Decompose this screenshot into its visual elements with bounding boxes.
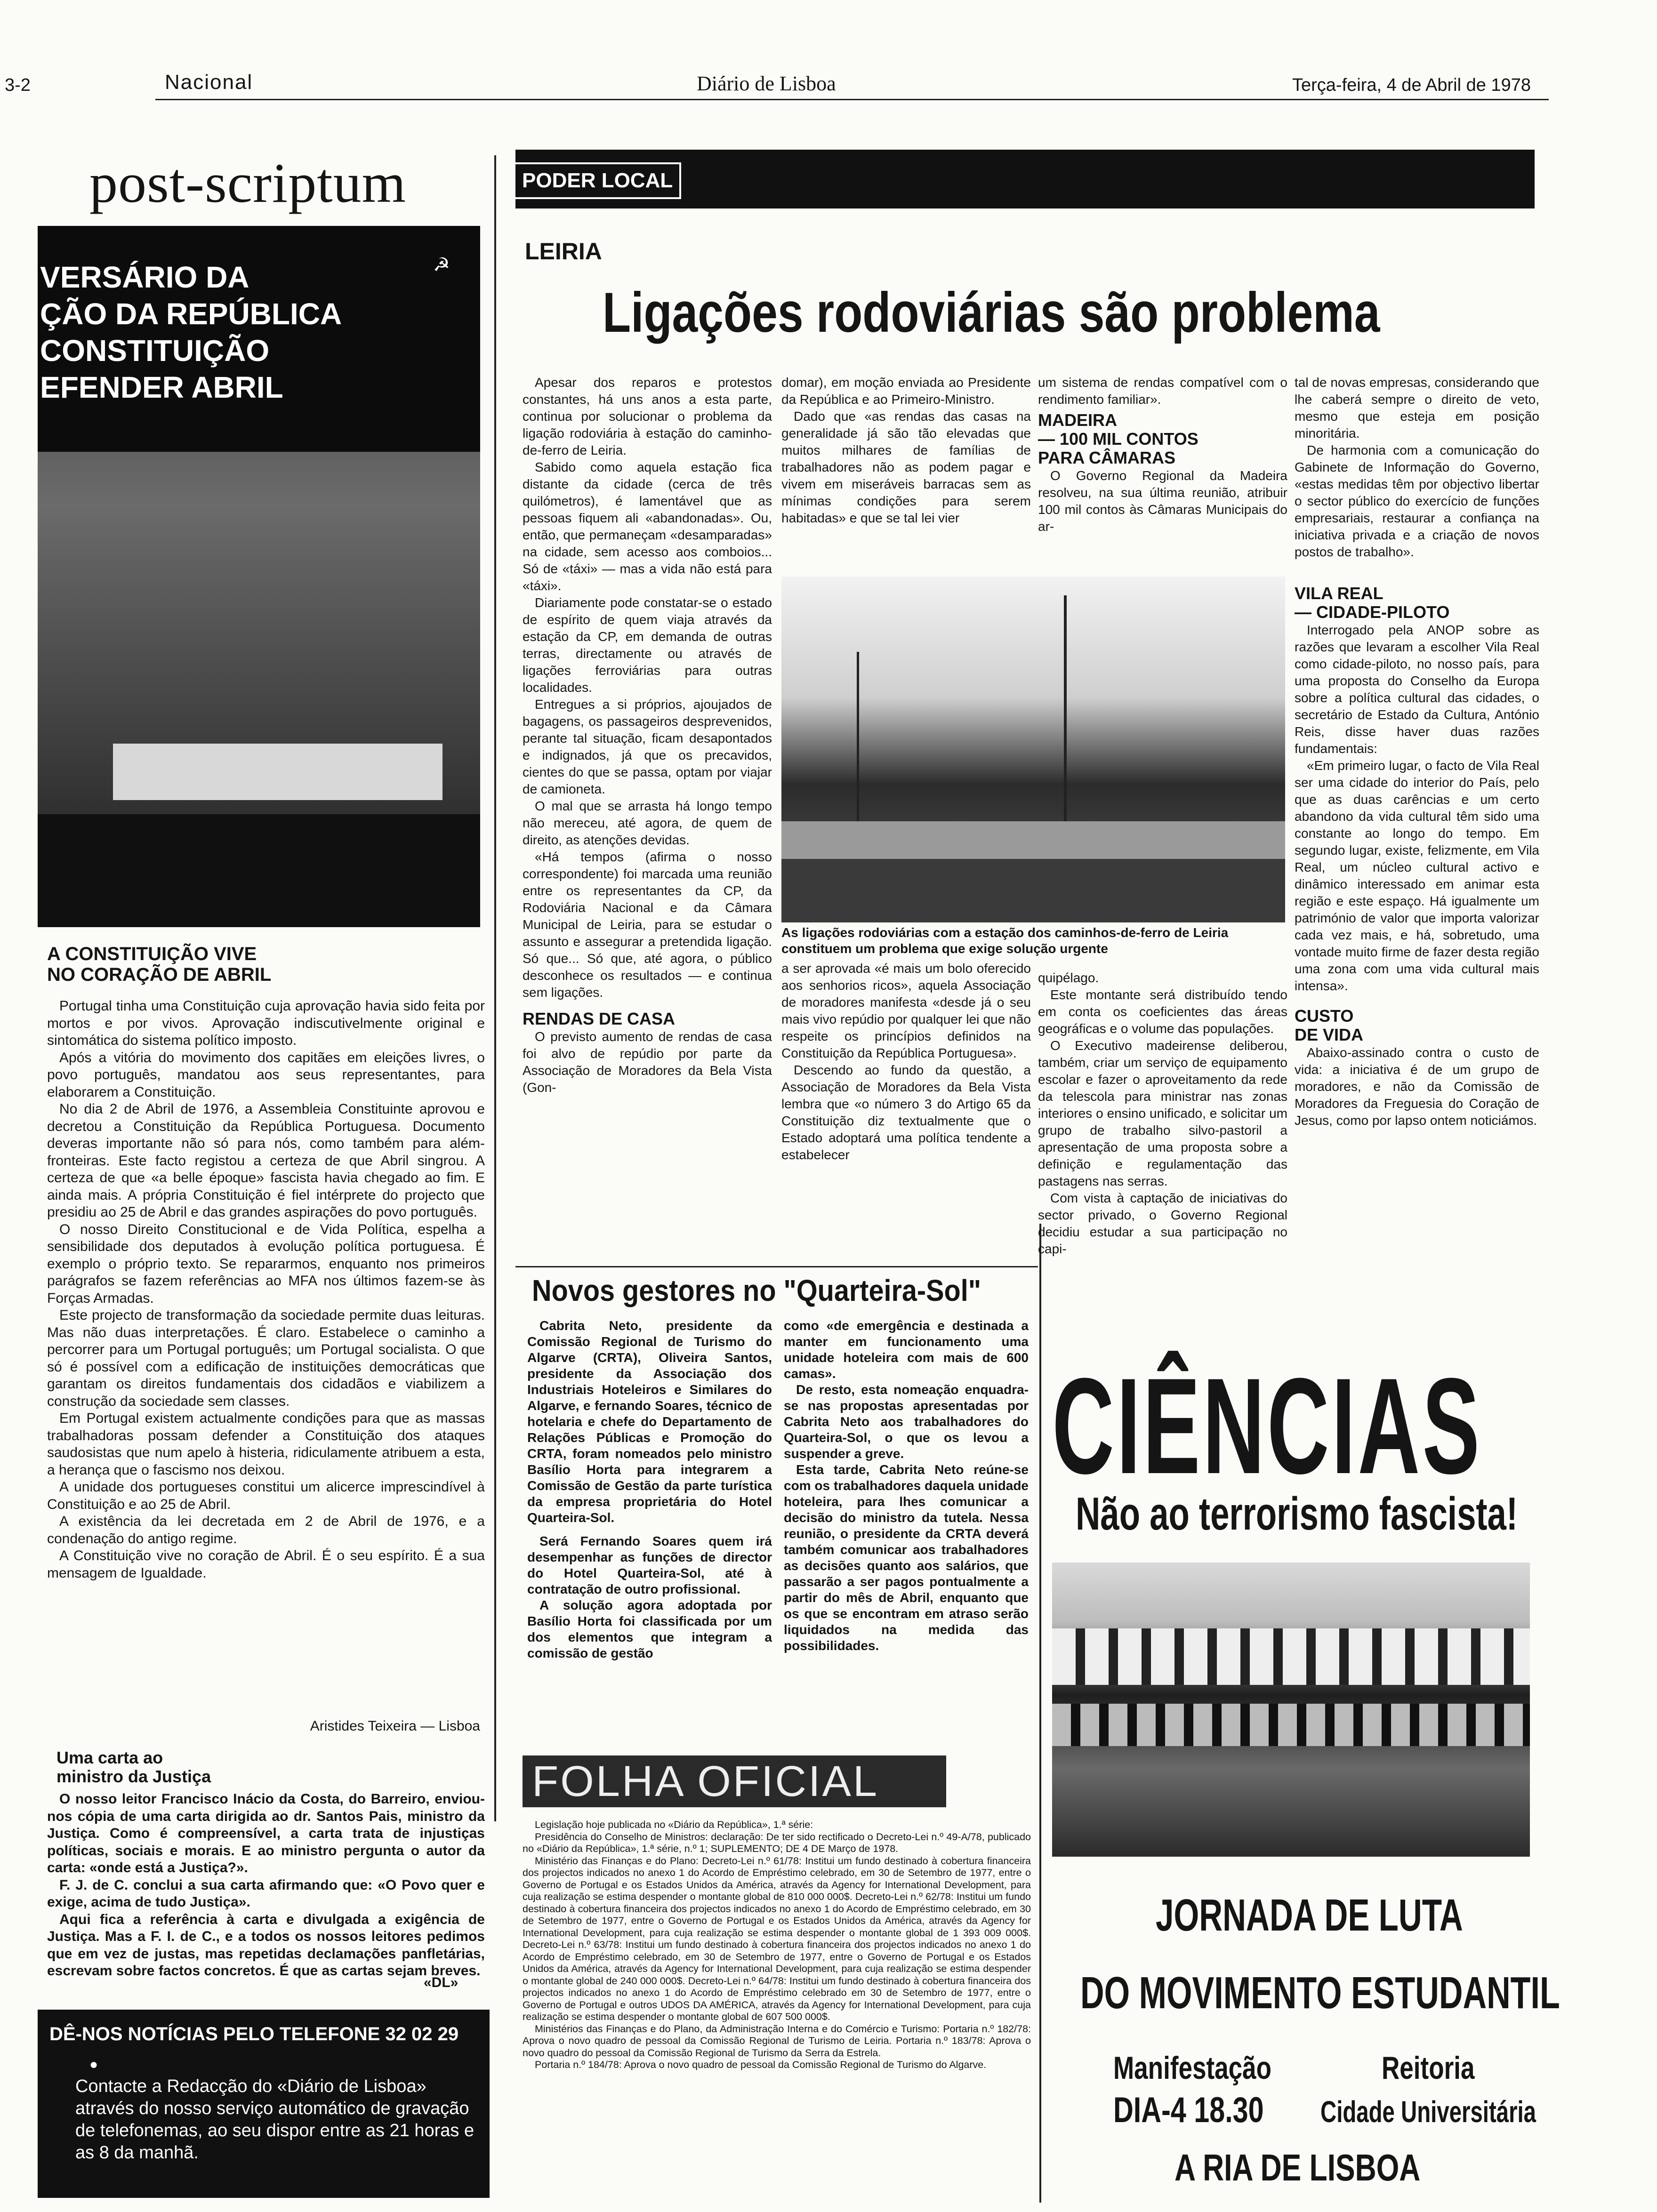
phone-box-heading: DÊ-NOS NOTÍCIAS PELO TELEFONE 32 02 29 [49,2024,459,2044]
issue-date: Terça-feira, 4 de Abril de 1978 [1292,75,1531,95]
vila-real-heading: VILA REAL — CIDADE-PILOTO [1295,584,1450,622]
banner-line: VERSÁRIO DA [40,260,249,294]
ad-reitoria: Reitoria [1382,2050,1475,2086]
photo-caption: As ligações rodoviárias com a estação dos caminhos-de-ferro de Leiria constituem um problema que exige solução urgente [781,925,1229,956]
bullet-icon: ● [89,2057,98,2072]
section-label: Nacional [165,71,253,94]
ad-line-1: JORNADA DE LUTA [1156,1890,1463,1940]
folha-oficial-banner [523,1755,946,1807]
banner-line: EFENDER ABRIL [40,370,283,404]
post-scriptum-title: post-scriptum [89,152,406,214]
folha-oficial-text: Legislação hoje publicada no «Diário da República», 1.ª série: Presidência do Conselho de Ministros: declaração: De ter sido rectificado o Decreto-Lei n.º 49-A/78, publicado no «Diário da República», 1.ª série, n.º 1; SUPLEMENTO; DE 4 DE Março de 1978. Ministério das Finanças e do Plano: Decreto-Lei n.º 61/78: Institui um fundo destinado à cobertura financeira dos projectos indicados no anexo 1 do Acordo de Empréstimo celebrado, em 30 de Setembro de 1977, entre o Governo de Portugal e os Estados Unidos da América, através da Agency for International Development, para cuja realização se estima despender o montante global de 810 000 000$. Decreto-Lei n.º 62/78: Institui um fundo destinado à cobertura financeira dos projectos indicados no anexo 1 do Acordo de Empréstimo celebrado, em 30 de Setembro de 1977, entre o Governo de Portugal e os Estados Unidos da América, através da Agency for International Development, para cuja realização se estima despender o montante global de 1 393 009 000$. Decreto-Lei n.º 63/78: Institui um fundo destinado à cobertura financeira dos projectos indicados no anexo 1 do Acordo de Empréstimo celebrado, em 30 de Setembro de 1977, entre o Governo de Portugal e os Estados Unidos da América, através da Agency for International Development, para cuja realização se estima despender o montante global de 240 000 000$. Decreto-Lei n.º 64/78: Institui um fundo destinado à cobertura financeira dos projectos indicados no anexo 1 do Acordo de Empréstimo celebrado em 30 de Setembro de 1977, entre o Governo de Portugal e outros UDOS DA AMÉRICA, através da Agency for International Development, para cuja realização se estima despender o montante global de 607 500 000$. Ministérios das Finanças e do Plano, da Administração Interna e do Comércio e Turismo: Portaria n.º 182/78: Aprova o novo quadro de pessoal da Comissão Regional de Turismo de Leiria. Portaria n.º 183/78: Aprova o novo quadro do pessoal da Comissão Regional de Turismo da Serra da Estrela. Portaria n.º 184/78: Aprova o novo quadro de pessoal da Comissão Regional de Turismo do Algarve. [523,1819,1031,2070]
ciencias-subtitle: Não ao terrorismo fascista! [1076,1488,1518,1539]
column-divider [494,155,496,1821]
ad-footer: A RIA DE LISBOA [1174,2147,1421,2188]
gestores-rule [515,1266,1038,1267]
column-divider [1039,1224,1041,2203]
road-photo [781,577,1285,922]
header-rule [155,99,1549,100]
dl-signature: «DL» [424,1975,458,1990]
gestores-headline: Novos gestores no "Quarteira-Sol" [532,1274,981,1307]
ad-manifestacao: Manifestação [1113,2050,1272,2086]
gestores-col-1: Cabrita Neto, presidente da Comissão Regional de Turismo do Algarve (CRTA), Oliveira Santos, presidente da Associação dos Industriais Hoteleiros e Similares do Algarve, e fernando Soares, técnico de hotelaria e chefe do Departamento de Relações Públicas e Promoção do CRTA, foram nomeados pelo ministro Basílio Horta para integrarem a Comissão de Gestão da parte turística da empresa proprietária do Hotel Quarteira-Sol. Será Fernando Soares quem irá desempenhar as funções de director do Hotel Quarteira-Sol, até à contratação de outro profissional. A solução agora adoptada por Basílio Horta foi classificada por um dos elementos que integram a comissão de gestão [527,1318,772,1660]
madeira-heading: MADEIRA — 100 MIL CONTOS PARA CÂMARAS [1038,410,1199,467]
carta-article: O nosso leitor Francisco Inácio da Costa, do Barreiro, enviou-nos cópia de uma carta dirigida ao dr. Santos Pais, ministro da Justiça. Como é compreensível, a carta trata de injustiças políticas, sociais e morais. E ao ministro pergunta o autor da carta: «onde está a Justiça?». F. J. de C. conclui a sua carta afirmando que: «O Povo quer e exige, acima de tudo Justiça». Aqui fica a referência à carta e divulgada a exigência de Justiça. Mas a F. I. de C., e a todos os nossos leitores pedimos que em vez de justas, mas repetidas declamações panfletárias, escrevam sobre factos concretos. É que as cartas sejam breves. [47,1791,485,1979]
leiria-col-1: Apesar dos reparos e protestos constantes, há uns anos a esta parte, continua por solucionar o problema da ligação rodoviária à estação do caminho-de-ferro de Leiria. Sabido como aquela estação fica distante da cidade (cerca de três quilómetros), é lamentável que as pessoas fiquem ali «abandonadas». Ou, então, que permaneçam «desamparadas» na cidade, sem acesso aos comboios... Só de «táxi» — mas a vida não está para «táxi». Diariamente pode constatar-se o estado de espírito de quem viaja através da estação da CP, em demanda de outras terras, directamente ou através de ligações ferroviárias para outras localidades. Entregues a si próprios, ajoujados de bagagens, os passageiros desprevenidos, perante tal situação, ficam desapontados e indignados, já que os precavidos, cientes do que se passa, optam por viajar de camioneta. O mal que se arrasta há longo tempo não mereceu, até agora, de quem de direito, as atenções devidas. «Há tempos (afirma o nosso correspondente) foi marcada uma reunião entre os representantes da CP, da Rodoviária Nacional e da Câmara Municipal de Leiria, para se estudar o assunto e assegurar a pretendida ligação. Só que... Só que, até agora, o público desconhece os resultados — e continua sem ligações. RENDAS DE CASA O previsto aumento de rendas de casa foi alvo de repúdio por parte da Associação de Moradores da Bela Vista (Gon- [523,375,772,1095]
ad-dia: DIA-4 18.30 [1113,2090,1264,2130]
poder-local-label: PODER LOCAL [515,162,681,199]
ciencias-ad [1047,1346,1560,2203]
gestores-col-2: como «de emergência e destinada a manter em funcionamento uma unidade hoteleira com mais de 600 camas». De resto, esta nomeação enquadra-se nas propostas apresentadas por Cabrita Neto aos trabalhadores do Quarteira-Sol, o que os levou a suspender a greve. Esta tarde, Cabrita Neto reúne-se com os trabalhadores daquela unidade hoteleira, para lhes comunicar a decisão do ministro da tutela. Nessa reunião, o presidente da CRTA deverá também comunicar aos trabalhadores as decisões quanto aos salários, que passarão a ser pagos pontualmente a partir do mês de Abril, enquanto que os que se encontram em atraso serão liquidados na medida das possibilidades. [784,1318,1029,1653]
banner-line: CONSTITUIÇÃO [40,334,270,368]
masthead: Diário de Lisboa [697,72,836,95]
banner-line: ÇÃO DA REPÚBLICA [40,297,342,331]
leiria-col-3: um sistema de rendas compatível com o rendimento familiar». MADEIRA — 100 MIL CONTOS PARA CÂMARAS O Governo Regional da Madeira resolveu, na sua última reunião, atribuir 100 mil contos às Câmaras Municipais do ar- [1038,375,1287,534]
rendas-heading: RENDAS DE CASA [523,1009,676,1028]
leiria-col-3-lower: quipélago. Este montante será distribuído tendo em conta os coeficientes das áreas geográficas e o volume das populações. O Executivo madeirense deliberou, também, criar um serviço de equipamento escolar e fazer o aproveitamento da rede da telescola para ministrar nas zonas interiores o ensino unificado, e solicitar um grupo de trabalho silvo-pastoril a apresentação de uma proposta sobre a definição e regulamentação das pastagens nas serras. Com vista à captação de iniciativas do sector privado, o Governo Regional decidiu estudar a sua participação no capi- [1038,970,1287,1256]
leiria-col-2: domar), em moção enviada ao Presidente da República e ao Primeiro-Ministro. Dado que «as rendas das casas na generalidade já são tão elevadas que muitos milhares de famílias de trabalhadores não as podem pagar e vivem em miseráveis barracas sem as mínimas condições para serem habitadas» e que se tal lei vier [781,375,1031,525]
leiria-col-4: tal de novas empresas, considerando que lhe caberá sempre o direito de veto, mesmo que esteja em posição minoritária. De harmonia com a comunicação do Gabinete de Informação do Governo, «estas medidas têm por objectivo libertar o sector público do exercício de funções empresariais, restaurar a confiança na iniciativa privada e a criação de novos postos de trabalho». VILA REAL — CIDADE-PILOTO Interrogado pela ANOP sobre as razões que levaram a escolher Vila Real como cidade-piloto, no nosso país, para uma proposta do Conselho da Europa sobre a política cultural das cidades, o secretário de Estado da Cultura, António Reis, disse haver duas razões fundamentais: «Em primeiro lugar, o facto de Vila Real ser uma cidade do interior do País, pelo que as duas carências e um certo abandono da vida cultural têm sido uma constante ao longo do tempo. Em segundo lugar, existe, felizmente, em Vila Real, um núcleo cultural activo e dinâmico interessado em animar esta região e este espaço. Há igualmente um património de valor que importa valorizar cada vez mais, e há, sobretudo, uma vontade muito firme de fazer desta região uma zona com uma vida cultural mais intensa». CUSTO DE VIDA Abaixo-assinado contra o custo de vida: a iniciativa é de um grupo de moradores, e não da Comissão de Moradores da Freguesia do Coração de Jesus, como por lapso ontem noticiámos. [1295,375,1539,1128]
carta-headline: Uma carta ao ministro da Justiça [56,1748,211,1786]
hammer-sickle-icon: ☭ [433,255,450,275]
leiria-col-2-lower: a ser aprovada «é mais um bolo oferecido aos senhorios ricos», aquela Associação de moradores manifesta «desde já o seu mais vivo repúdio por qualquer lei que não respeite os princípios definidos na Constituição da República Portuguesa». Descendo ao fundo da questão, a Associação de Moradores da Bela Vista lembra que «o número 3 do Artigo 65 da Constituição diz textualmente que o Estado adoptará uma política tendente a estabelecer [781,961,1031,1162]
phone-box [38,2010,490,2198]
main-headline: Ligações rodoviárias são problema [603,281,1380,344]
phone-box-text: Contacte a Redacção do «Diário de Lisboa» através do nosso serviço automático de gravação de telefonemas, ao seu dispor entre as 21 horas e as 8 da manhã. [75,2076,475,2163]
ad-line-2: DO MOVIMENTO ESTUDANTIL [1080,1968,1560,2018]
folha-oficial-title: FOLHA OFICIAL [532,1757,879,1805]
kicker: LEIRIA [525,238,602,264]
article-headline: A CONSTITUIÇÃO VIVE NO CORAÇÃO DE ABRIL [47,944,272,985]
constituicao-article: Portugal tinha uma Constituição cuja aprovação havia sido feita por mortos e por vivos. Aprovação indiscutivelmente original e sintomática do sistema político imposto. Após a vitória do movimento dos capitães em eleições livres, o povo português, mandatou aos seus representantes, para elaborarem a Constituição. No dia 2 de Abril de 1976, a Assembleia Constituinte aprovou e decretou a Constituição da República Portuguesa. Documento deveras importante não só para nós, como também para além-fronteiras. Este facto registou a certeza de que Abril singrou. A certeza de que «a belle époque» fascista havia chegado ao fim. E ainda mais. A própria Constituição é fiel intérprete do projecto que presidiu ao 25 de Abril e das grandes aspirações do povo português. O nosso Direito Constitucional e de Vida Política, espelha a sensibilidade dos deputados à evolução política portuguesa. É exemplo o próprio texto. Se repararmos, enquanto nos primeiros parágrafos se fazem referências ao MFA nos últimos fazem-se às Forças Armadas. Este projecto de transformação da sociedade permite duas leituras. Mas não duas interpretações. É claro. Estabelece o caminho a percorrer para um Portugal português; um Portugal socialista. O que só é possível com a edificação de instituições democráticas que garantam os direitos fundamentais dos cidadãos e viabilizem a construção da sociedade sem classes. Em Portugal existem actualmente condições para que as massas trabalhadoras possam defender a Constituição dos ataques saudosistas que num apelo à histeria, ridiculamente atribuem a esta, a herança que o fascismo nos deixou. A unidade dos portugueses constitui um alicerce imprescindível à Constituição e ao 25 de Abril. A existência da lei decretada em 2 de Abril de 1976, e a condenação do antigo regime. A Constituição vive no coração de Abril. É o seu espírito. É a sua mensagem de Igualdade. [47,998,485,1581]
page-number: 3-2 [5,75,31,95]
custo-heading: CUSTO DE VIDA [1295,1006,1364,1044]
ciencias-title: CIÊNCIAS [1052,1350,1482,1502]
ad-cidade: Cidade Universitária [1320,2095,1536,2129]
university-photo [1052,1563,1530,1857]
signature: Aristides Teixeira — Lisboa [310,1718,480,1734]
